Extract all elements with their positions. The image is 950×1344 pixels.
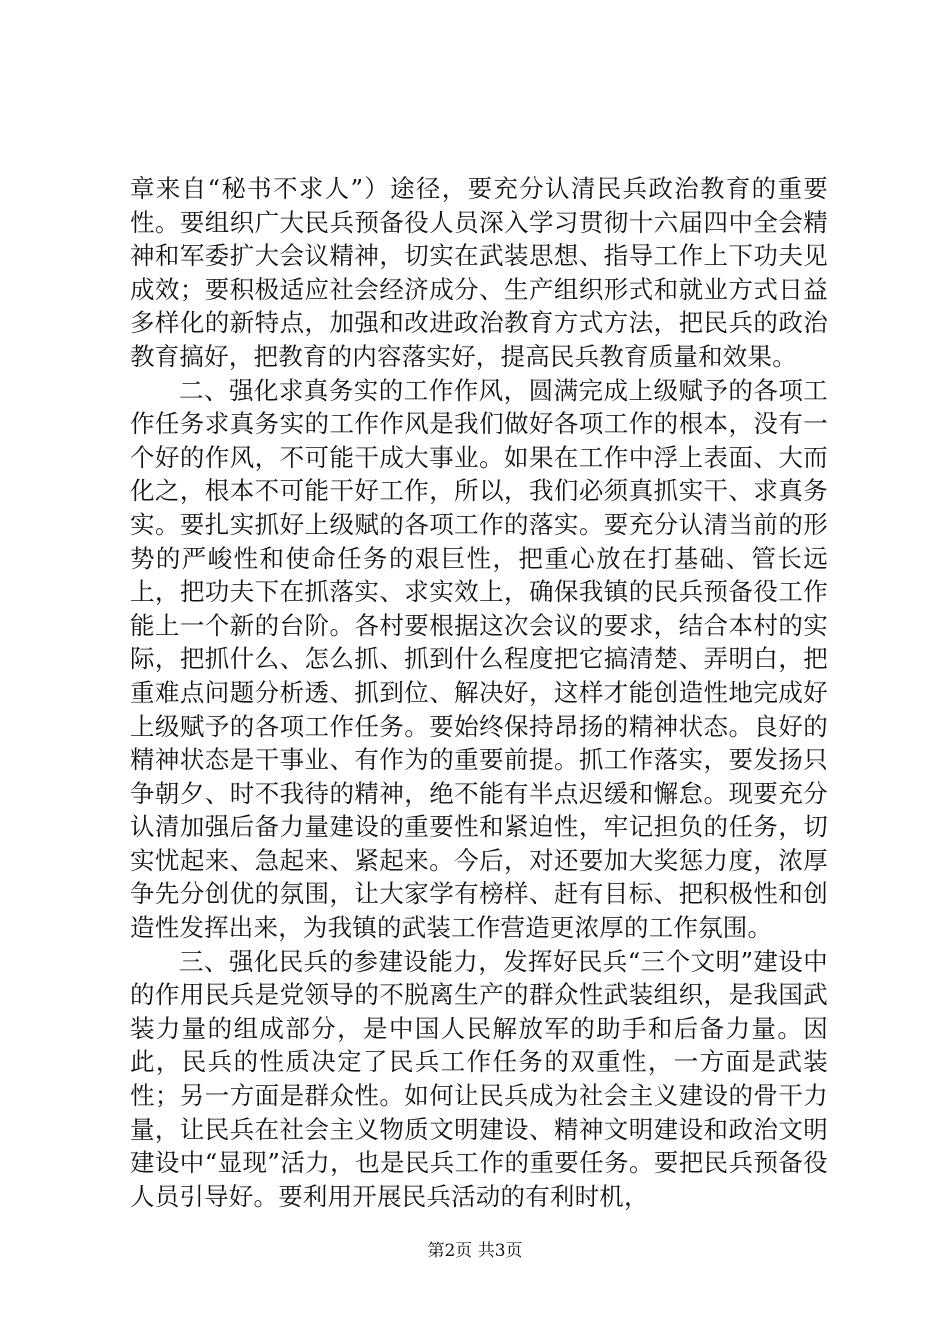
- page-footer: 第2页 共3页: [427, 1241, 523, 1261]
- paragraph-1: 章来自“秘书不求人”）途径，要充分认清民兵政治教育的重要性。要组织广大民兵预备役人员深入学习贯彻十六届四中全会精神和军委扩大会议精神，切实在武装思想、指导工作上下功夫见成效；要积极适应社会经济成分、生产组织形式和就业方式日益多样化的新特点，加强和改进政治教育方式方法，把民兵的政治教育搞好，把教育的内容落实好，提高民兵教育质量和效果。: [130, 174, 828, 371]
- document-body: [130, 172, 828, 1213]
- paragraph-2: 二、强化求真务实的工作作风，圆满完成上级赋予的各项工作任务求真务实的工作作风是我们做好各项工作的根本，没有一个好的作风，不可能干成大事业。如果在工作中浮上表面、大而化之，根本不可能干好工作，所以，我们必须真抓实干、求真务实。要扎实抓好上级赋的各项工作的落实。要充分认清当前的形势的严峻性和使命任务的艰巨性，把重心放在打基础、管长远上，把功夫下在抓落实、求实效上，确保我镇的民兵预备役工作能上一个新的台阶。各村要根据这次会议的要求，结合本村的实际，把抓什么、怎么抓、抓到什么程度把它搞清楚、弄明白，把重难点问题分析透、抓到位、解决好，这样才能创造性地完成好上级赋予的各项工作任务。要始终保持昂扬的精神状态。良好的精神状态是干事业、有作为的重要前提。抓工作落实，要发扬只争朝夕、时不我待的精神，绝不能有半点迟缓和懈怠。现要充分认清加强后备力量建设的重要性和紧迫性，牢记担负的任务，切实忧起来、急起来、紧起来。今后，对还要加大奖惩力度，浓厚争先分创优的氛围，让大家学有榜样、赶有目标、把积极性和创造性发挥出来，为我镇的武装工作营造更浓厚的工作氛围。: [130, 375, 828, 943]
- paragraph-3: 三、强化民兵的参建设能力，发挥好民兵“三个文明”建设中的作用民兵是党领导的不脱离生产的群众性武装组织，是我国武装力量的组成部分，是中国人民解放军的助手和后备力量。因此，民兵的性质决定了民兵工作任务的双重性，一方面是武装性；另一方面是群众性。如何让民兵成为社会主义建设的骨干力量，让民兵在社会主义物质文明建设、精神文明建设和政治文明建设中“显现”活力，也是民兵工作的重要任务。要把民兵预备役人员引导好。要利用开展民兵活动的有利时机，: [130, 946, 828, 1211]
